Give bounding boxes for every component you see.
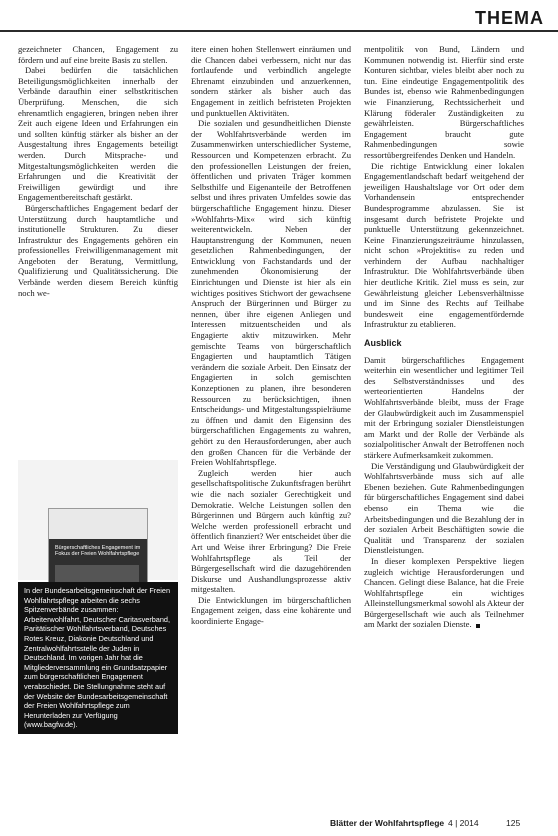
paragraph: mentpolitik von Bund, Ländern und Kommunen notwendig ist. Hierfür sind erste Konturen sichtbar, vieles bleibt aber noch zu tun. Eine eindeutige Engagementpolitik des Bundes ist, ebenso wie Rahmenbedingungen wie Finanzierung, Rechtssicherheit und Klärung föderaler Zuständigkeiten zu gewährleisten. Bürgerschaftliches Engagement braucht gute Rahmenbedingungen sowie ressortübergreifendes Denken und Handeln.: [364, 44, 524, 160]
paragraph: Dabei bedürfen die tatsächlichen Beteiligungsmöglichkeiten innerhalb der Verbände daraufhin einer selbstkritischen Überprüfung. Menschen, die sich ehrenamtlich engagieren, bringen neben ihrer Zeit auch eigene Ideen und Erfahrungen ein und sollten künftig stärker als bisher an der Ausgestaltung ihres Engagements beteiligt werden. Durch Mitsprache- und Mitgestaltungsmöglichkeiten werden die Erfahrungen und die Kreativität der Freiwilligen gewürdigt und ihre Engagementbereitschaft gestärkt.: [18, 65, 178, 203]
figure-caption: In der Bundesarbeitsgemeinschaft der Freien Wohlfahrtspflege arbeiten die sechs Spitzenverbände zusammen: Arbeiterwohlfahrt, Deutscher Caritasverband, Paritätischer Wohlfahrtsverband, Deutsches Rotes Kreuz, Diakonie Deutschland und Zentralwohlfahrtsstelle der Juden in Deutschland. Im vorigen Jahr hat die Mitgliederversammlung ein Grundsatzpapier zum bürgerschaftlichen Engagement verabschiedet. Die Stellungnahme steht auf der Website der Bundesarbeitsgemeinschaft der Freien Wohlfahrtspflege zum Herunterladen zur Verfügung (www.bagfw.de).: [18, 582, 178, 734]
paragraph: Die Entwicklungen im bürgerschaftlichen Engagement zeigen, dass eine kohärente und koordinierte Engage-: [191, 594, 351, 627]
paragraph: [364, 556, 524, 630]
journal-name: Blätter der Wohlfahrtspflege: [330, 818, 445, 828]
end-mark-icon: [476, 624, 480, 628]
header-rule: [0, 30, 558, 32]
book-cover-header: [49, 509, 147, 539]
paragraph: itere einen hohen Stellenwert einräumen und die Chancen dabei verbessern, nicht nur das fortlaufende und verbindlich angelegte Ehrenamt einzubinden und anzuerkennen, sondern stärker als bisher auch das Engagement in zeitlich befristeten Projekten und punktuellen Aktivitäten.: [191, 44, 351, 118]
page-footer: [0, 814, 558, 832]
book-cover-stripe: [55, 565, 139, 583]
book-title: Bürgerschaftliches Engagement im Fokus der Freien Wohlfahrtspflege: [55, 545, 141, 557]
paragraph: Die richtige Entwicklung einer lokalen Engagementlandschaft bedarf weitgehend der jeweiligen Haushaltslage vor Ort oder dem Vorhandensein entsprechender Bundesprogramme abzulassen. Sie ist insgesamt durch befristete Projekte und punktuelle Unterstützung gekennzeichnet. Keine Finanzierungszeiträume hinzulassen, nicht schon »Projektitis« zu reden und verhindern der Aufbau nachhaltiger Infrastruktur. Die Wohlfahrtsverbände üben hier deutliche Kritik. Ziel muss es sein, zur Gewährleistung gleicher Lebensverhältnisse und im Sinne des Rechts auf Teilhabe bundesweit eine engagementfördernde Infrastruktur zu etablieren.: [364, 160, 524, 330]
section-label: THEMA: [475, 8, 544, 28]
paragraph: Die sozialen und gesundheitlichen Dienste der Wohlfahrtsverbände werden im Zusammenwirken unterschiedlicher Systeme, Ressourcen und Kompetenzen erbracht. Zu den professionellen Leistungen der freien, öffentlichen und privaten Träger kommen Selbsthilfe und Eigenanteile der Betroffenen selbst und ihres privaten Umfeldes sowie das bürgerschaftliche Engagement hinzu. Dieser »Wohlfahrts-Mix« wird sich künftig weiterentwickeln. Neben der Hauptanstrengung der Kommunen, neuen gesetzlichen Rahmenbedingungen, der Entwicklung von Fachstandards und der zunehmenden Ökonomisierung der Einrichtungen und Dienste ist hier als ein wichtiges positives Stichwort der gewachsene Anspruch der Bürgerinnen und Bürger zu nennen, über ihre eigenen Anliegen und Interessen mitzuentscheiden und als Engagierte aktiv mitzuwirken. Mehr gemischte Teams von bürgerschaftlich Engagierten und hauptamtlich Tätigen verändern die soziale Arbeit. Den Einsatz der Engagierten in solch gemischten Konzeptionen zu planen, ihre besonderen Ressourcen zu berücksichtigen, ihnen Entscheidungs- und Mitgestaltungsspielräume zu öffnen und damit den Eigensinn des bürgerschaftlichen Engagements zu wahren, gehört zu den Herausforderungen, aber auch den großen Chancen für die Verbände der Freien Wohlfahrtspflege.: [191, 118, 351, 468]
paragraph: Zugleich werden hier auch gesellschaftspolitische Zukunftsfragen berührt wie die nach sozialer Gerechtigkeit und Demokratie. Welche Leistungen sollen den Bürgerinnen und Bürgern auch künftig zu? Welche werden professionell erbracht und öffentlich finanziert? Wer entscheidet über die Art und Weise ihrer Erbringung? Die Freie Wohlfahrtspflege als Teil der Bürgergesellschaft wird die dazugehörenden Diskurse und Aushandlungsprozesse aktiv mitgestalten.: [191, 467, 351, 595]
paragraph: Die Verständigung und Glaubwürdigkeit der Wohlfahrtsverbände muss sich auf alle Ebenen beziehen. Gute Rahmenbedingungen für bürgerschaftliches Engagement sind dabei ebenso ein Thema wie die Arbeitsbedingungen und die Bezahlung der in der sozialen Arbeit Beschäftigten sowie die Qualität und Transparenz der sozialen Dienstleistungen.: [364, 460, 524, 556]
page-number: 125: [506, 818, 521, 828]
paragraph-text: In dieser komplexen Perspektive liegen zugleich wichtige Herausforderungen und Chancen. Gelingt diese Balance, hat die Freie Wohlfahrtspflege ein wichtiges Alleinstellungsmerkmal sowohl als Akteur der Bürgergesellschaft wie auch als Teilnehmer am Markt der sozialen Dienste.: [364, 555, 524, 630]
column-2: [191, 44, 351, 627]
section-heading: Ausblick: [364, 338, 402, 349]
paragraph: Damit bürgerschaftliches Engagement weiterhin ein wesentlicher und legitimer Teil des Selbstverständnisses und des werteorientierten Handelns der Wohlfahrtsverbände bleibt, muss der Frage der Glaubwürdigkeit auch im Zusammenspiel mit der Erbringung sozialer Dienstleistungen am Markt und der Rolle der Verbände als sozialpolitischer Anwalt der Betroffenen noch stärkere Aufmerksamkeit zukommen.: [364, 354, 524, 460]
paragraph: gezeichneter Chancen, Engagement zu fördern und auf eine breite Basis zu stellen.: [18, 44, 178, 65]
column-1: [18, 44, 178, 298]
paragraph: Bürgerschaftliches Engagement bedarf der Unterstützung durch hauptamtliche und institutionelle Strukturen. Zu dieser Infrastruktur des Engagements gehören ein professionelles Freiwilligenmanagement mit Angeboten der Beratung, Vermittlung, Qualifizierung und Qualitätssicherung. Die Verbände werden diesem Bereich künftig noch we-: [18, 202, 178, 298]
column-3: [364, 44, 524, 630]
book-cover-figure: [18, 460, 178, 580]
issue-number: 4 | 2014: [448, 818, 479, 828]
